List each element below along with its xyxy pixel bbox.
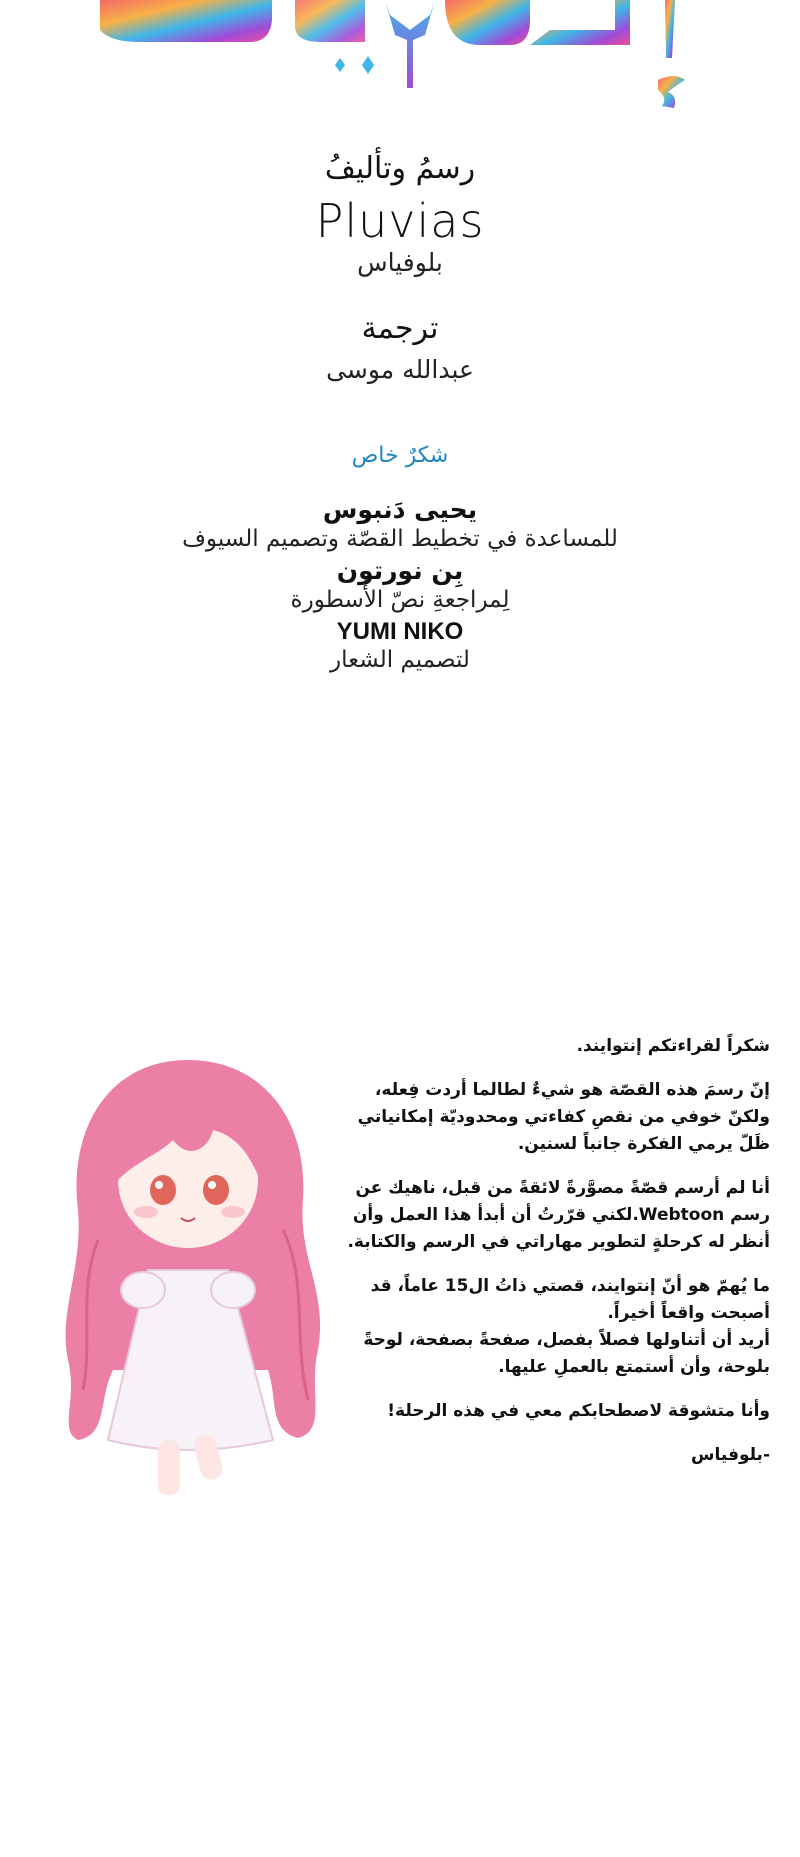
thanks-entry-1 (0, 495, 800, 553)
letter-paragraph: أريد أن أتناولها فصلاً بفصل، صفحةً بصفحة، لوحةً بلوحة، وأن أستمتع بالعملِ عليها. (363, 1330, 770, 1377)
letter-paragraph: شكراً لقراءتكم إنتوايند. (576, 1036, 770, 1056)
intwined-logo (100, 0, 720, 120)
thanks-entry-2 (0, 556, 800, 614)
thanks-description: لِمراجعةِ نصّ الأُسطورة (290, 587, 510, 613)
letter-paragraph: ما يُهمّ هو أنّ إنتوايند، قصتي ذاتُ ال15 عاماً، قد أصبحت واقعاً أخيراً. (370, 1276, 770, 1323)
art-story-label: رسمُ وتأليفُ (324, 151, 476, 186)
letter-paragraph: وأنا متشوقة لاصطحابكم معي في هذه الرحلة! (387, 1401, 770, 1421)
author-name-latin: Pluvias (315, 194, 485, 248)
thanks-description: للمساعدة في تخطيط القصّة وتصميم السيوف (182, 526, 618, 552)
author-name-arabic: بلوفياس (357, 248, 443, 277)
thanks-name: بِن نورتون (336, 556, 464, 585)
translator-name: عبدالله موسى (326, 355, 474, 384)
letter-signature: -بلوفياس (691, 1445, 770, 1465)
thanks-name: يحيى دَنبوس (322, 495, 478, 524)
translation-label: ترجمة (361, 311, 439, 346)
thanks-entry-3 (0, 618, 800, 674)
chibi-girl-illustration (38, 1040, 338, 1510)
letter-paragraph: أنا لم أرسم قصّةً مصوَّرةً لائقةً من قبل، ناهيك عن رسم Webtoon.لكني قرّرتُ أن أبدأ هذا العمل وأن أنظر له كرحلةٍ لتطوير مهاراتي في الرسم والكتابة. (347, 1178, 770, 1252)
thanks-description: لتصميم الشعار (330, 647, 470, 673)
letter-paragraph: إنّ رسمَ هذه القصّة هو شيءٌ لطالما أردت فِعله، ولكنّ خوفي من نقصِ كفاءتي ومحدوديّة إمكانياتي ظَلّ يرمي الفكرة جانباً لسنين. (357, 1080, 770, 1154)
author-letter (330, 1033, 770, 1486)
special-thanks-title: شكرٌ خاص (351, 443, 449, 468)
thanks-name: YUMI NIKO (336, 618, 464, 645)
